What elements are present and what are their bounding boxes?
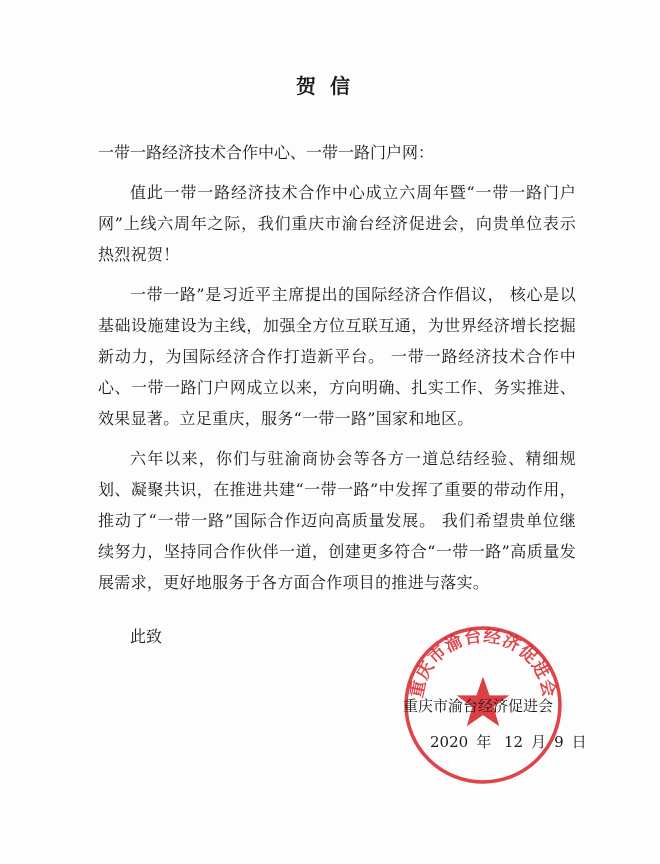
letter-title: 贺信 <box>296 74 364 98</box>
closing-phrase: 此致 <box>130 627 163 646</box>
date-year-unit: 年 <box>476 733 492 751</box>
date-month-unit: 月 <box>531 733 547 751</box>
seal-text: 重庆市渝台经济促进会 <box>407 626 559 700</box>
date-year: 2020 <box>430 733 469 751</box>
signature-organization: 重庆市渝台经济促进会 <box>403 697 554 715</box>
paragraph-2: 一带一路”是习近平主席提出的国际经济合作倡议， 核心是以基础设施建设为主线，加强全方位互联互通，为世界经济增长挖掘新动力，为国际经济合作打造新平台。 一带一路经济技术合作中心、一带一路门户网成立以来，方向明确、扎实工作、务实推进、效果显著。立足重庆，服务“一带一路”国家和地区。 <box>98 285 576 428</box>
date-month: 12 <box>503 733 524 751</box>
letter-body <box>98 177 576 598</box>
letter-date <box>430 731 595 752</box>
date-day-unit: 日 <box>571 733 587 751</box>
paragraph-1: 值此一带一路经济技术合作中心成立六周年暨“一带一路门户网”上线六周年之际，我们重庆市渝台经济促进会，向贵单位表示热烈祝贺！ <box>98 183 576 264</box>
date-day: 9 <box>554 733 564 751</box>
paragraph-3: 六年以来，你们与驻渝商协会等各方一道总结经验、精细规划、凝聚共识，在推进共建“一带一路”中发挥了重要的带动作用，推动了“一带一路”国际合作迈向高质量发展。 我们希望贵单位继续努力，坚持同合作伙伴一道，创建更多符合“一带一路”高质量发展需求，更好地服务于各方面合作项目的推进与落实。 <box>98 449 576 592</box>
salutation: 一带一路经济技术合作中心、一带一路门户网： <box>98 143 435 162</box>
